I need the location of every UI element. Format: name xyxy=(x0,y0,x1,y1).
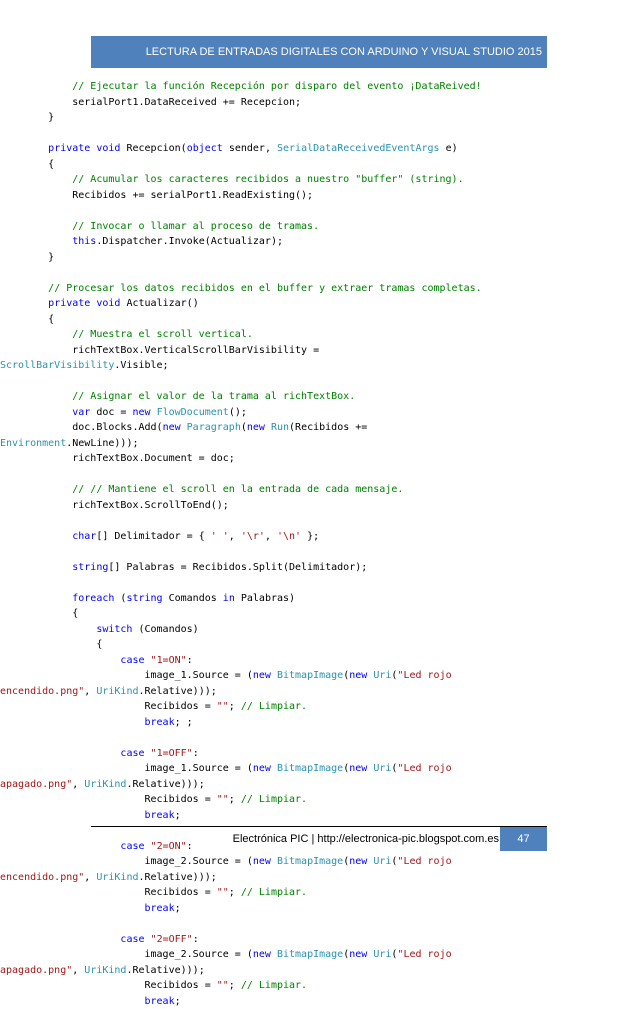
code-token: { xyxy=(0,314,54,325)
code-token: (); xyxy=(229,407,247,418)
code-line xyxy=(0,482,638,498)
code-line xyxy=(0,885,638,901)
code-line xyxy=(0,358,638,374)
code-token: Recibidos += serialPort1.ReadExisting(); xyxy=(0,190,313,201)
code-line xyxy=(0,854,638,870)
code-line xyxy=(0,870,638,886)
code-token: Recibidos = xyxy=(0,701,217,712)
code-line xyxy=(0,653,638,669)
code-token: // Limpiar. xyxy=(241,887,307,898)
code-token: "1=OFF" xyxy=(151,748,193,759)
code-token: ( xyxy=(343,763,349,774)
code-token: object xyxy=(187,143,223,154)
code-token: this xyxy=(72,236,96,247)
code-token: new xyxy=(349,670,367,681)
code-token: .NewLine))); xyxy=(66,438,138,449)
code-token xyxy=(0,655,120,666)
code-token: .Relative))); xyxy=(126,965,204,976)
code-token: ( xyxy=(391,856,397,867)
code-token xyxy=(0,717,145,728)
code-token: "1=ON" xyxy=(151,655,187,666)
code-token: ; xyxy=(229,887,241,898)
code-line xyxy=(0,730,638,746)
code-token: UriKind xyxy=(96,686,138,697)
header-title: LECTURA DE ENTRADAS DIGITALES CON ARDUINO Y VISUAL STUDIO 2015 xyxy=(91,36,542,68)
code-token: Recepcion( xyxy=(120,143,186,154)
code-token: new xyxy=(132,407,150,418)
code-line xyxy=(0,963,638,979)
code-line xyxy=(0,219,638,235)
code-token: e) xyxy=(440,143,458,154)
code-token: ; ; xyxy=(175,717,193,728)
code-token xyxy=(0,996,145,1007)
code-line xyxy=(0,792,638,808)
code-token: encendido.png" xyxy=(0,872,84,883)
code-line xyxy=(0,374,638,390)
code-token: { xyxy=(0,608,78,619)
code-token: ; xyxy=(229,701,241,712)
code-token: Uri xyxy=(373,949,391,960)
code-line xyxy=(0,529,638,545)
page-header-band xyxy=(91,36,547,68)
code-token: "Led rojo xyxy=(397,856,451,867)
code-token xyxy=(0,283,48,294)
code-token xyxy=(0,236,72,247)
code-token: image_1.Source = ( xyxy=(0,670,253,681)
code-token xyxy=(0,562,72,573)
code-token: ; xyxy=(175,903,181,914)
code-line xyxy=(0,405,638,421)
code-line xyxy=(0,622,638,638)
code-token: .Visible; xyxy=(114,360,168,371)
code-token: .Relative))); xyxy=(139,872,217,883)
code-token: (Comandos) xyxy=(132,624,198,635)
code-token xyxy=(0,174,72,185)
code-line xyxy=(0,513,638,529)
code-token: case xyxy=(120,748,144,759)
code-token: // Asignar el valor de la trama al richTextBox. xyxy=(72,391,355,402)
code-line xyxy=(0,172,638,188)
code-line xyxy=(0,110,638,126)
code-token: ( xyxy=(391,949,397,960)
code-token: FlowDocument xyxy=(157,407,229,418)
code-token xyxy=(0,298,48,309)
code-token: [] Palabras = Recibidos.Split(Delimitador); xyxy=(108,562,367,573)
code-token: break xyxy=(145,810,175,821)
code-token: break xyxy=(145,717,175,728)
code-token: // // Mantiene el scroll en la entrada de cada mensaje. xyxy=(72,484,403,495)
code-token xyxy=(0,593,72,604)
code-line xyxy=(0,684,638,700)
code-token: : xyxy=(193,748,199,759)
code-token: break xyxy=(145,903,175,914)
code-token: , xyxy=(265,531,277,542)
code-line xyxy=(0,498,638,514)
code-token: .Dispatcher.Invoke(Actualizar); xyxy=(96,236,283,247)
code-token xyxy=(0,531,72,542)
code-token: ' ' xyxy=(211,531,229,542)
code-token: { xyxy=(0,639,102,650)
code-token: new xyxy=(349,949,367,960)
code-token: image_2.Source = ( xyxy=(0,949,253,960)
code-token: doc = xyxy=(90,407,132,418)
code-line xyxy=(0,560,638,576)
code-token: } xyxy=(0,112,54,123)
code-token xyxy=(0,391,72,402)
code-token: "" xyxy=(217,887,229,898)
code-token: "Led rojo xyxy=(397,949,451,960)
code-token: "" xyxy=(217,794,229,805)
code-token: '\r' xyxy=(241,531,265,542)
code-token: image_2.Source = ( xyxy=(0,856,253,867)
code-token: image_1.Source = ( xyxy=(0,763,253,774)
code-token: Recibidos = xyxy=(0,794,217,805)
code-line xyxy=(0,699,638,715)
code-line xyxy=(0,296,638,312)
code-token: SerialDataReceivedEventArgs xyxy=(277,143,440,154)
code-token: case xyxy=(120,934,144,945)
code-token: } xyxy=(0,252,54,263)
code-token xyxy=(0,624,96,635)
code-line xyxy=(0,575,638,591)
code-token: Palabras) xyxy=(235,593,295,604)
code-token: , xyxy=(84,686,96,697)
code-line xyxy=(0,916,638,932)
code-token: Uri xyxy=(373,856,391,867)
code-token: ( xyxy=(343,670,349,681)
code-token: Recibidos = xyxy=(0,980,217,991)
code-token xyxy=(0,407,72,418)
code-token: new xyxy=(349,763,367,774)
code-token: doc.Blocks.Add( xyxy=(0,422,163,433)
code-token: apagado.png" xyxy=(0,965,72,976)
code-line xyxy=(0,95,638,111)
code-token: // Ejecutar la función Recepción por disparo del evento ¡DataReived! xyxy=(72,81,481,92)
code-token: sender, xyxy=(223,143,277,154)
code-line xyxy=(0,343,638,359)
code-token: BitmapImage xyxy=(277,670,343,681)
code-line xyxy=(0,312,638,328)
code-token: break xyxy=(145,996,175,1007)
code-line xyxy=(0,451,638,467)
code-token: { xyxy=(0,159,54,170)
code-token: }; xyxy=(301,531,319,542)
code-token: , xyxy=(72,965,84,976)
code-token: serialPort1.DataReceived += Recepcion; xyxy=(0,97,301,108)
code-line xyxy=(0,327,638,343)
code-line xyxy=(0,808,638,824)
code-line xyxy=(0,265,638,281)
code-token: Comandos xyxy=(163,593,223,604)
code-token: Environment xyxy=(0,438,66,449)
code-token: apagado.png" xyxy=(0,779,72,790)
code-line xyxy=(0,591,638,607)
code-token: void xyxy=(96,298,120,309)
code-token: foreach xyxy=(72,593,114,604)
code-token: var xyxy=(72,407,90,418)
code-line xyxy=(0,932,638,948)
code-token: ( xyxy=(343,856,349,867)
code-token: richTextBox.VerticalScrollBarVisibility = xyxy=(0,345,319,356)
code-token: : xyxy=(193,934,199,945)
code-line xyxy=(0,901,638,917)
code-token: char xyxy=(72,531,96,542)
code-token: ; xyxy=(175,996,181,1007)
code-token: new xyxy=(247,422,265,433)
code-line xyxy=(0,947,638,963)
code-token: richTextBox.ScrollToEnd(); xyxy=(0,500,229,511)
code-token: string xyxy=(72,562,108,573)
code-token: ( xyxy=(343,949,349,960)
code-line xyxy=(0,994,638,1009)
code-token: private xyxy=(48,143,90,154)
code-line xyxy=(0,637,638,653)
code-token: ScrollBarVisibility xyxy=(0,360,114,371)
code-line xyxy=(0,544,638,560)
code-token: , xyxy=(229,531,241,542)
code-token xyxy=(0,903,145,914)
code-token: // Limpiar. xyxy=(241,794,307,805)
code-line xyxy=(0,79,638,95)
code-token: ( xyxy=(241,422,247,433)
code-token: : xyxy=(187,841,193,852)
code-token: .Relative))); xyxy=(126,779,204,790)
code-token xyxy=(0,748,120,759)
code-token: '\n' xyxy=(277,531,301,542)
code-token: Actualizar() xyxy=(120,298,198,309)
code-token: // Acumular los caracteres recibidos a nuestro "buffer" (string). xyxy=(72,174,463,185)
code-line xyxy=(0,777,638,793)
code-token xyxy=(0,221,72,232)
code-token xyxy=(0,810,145,821)
code-token: case xyxy=(120,841,144,852)
code-token: ( xyxy=(391,670,397,681)
code-line xyxy=(0,606,638,622)
code-token xyxy=(0,484,72,495)
code-line xyxy=(0,761,638,777)
code-token: // Limpiar. xyxy=(241,980,307,991)
code-token: BitmapImage xyxy=(277,763,343,774)
code-token: switch xyxy=(96,624,132,635)
code-line xyxy=(0,250,638,266)
code-token: in xyxy=(223,593,235,604)
code-token: [] Delimitador = { xyxy=(96,531,210,542)
code-token: : xyxy=(187,655,193,666)
code-token: "" xyxy=(217,980,229,991)
code-line xyxy=(0,234,638,250)
code-token: ; xyxy=(175,810,181,821)
code-token: "" xyxy=(217,701,229,712)
code-token: richTextBox.Document = doc; xyxy=(0,453,235,464)
code-token: (Recibidos += xyxy=(289,422,367,433)
code-token: case xyxy=(120,655,144,666)
code-line xyxy=(0,420,638,436)
code-token: new xyxy=(253,949,271,960)
code-token: "2=OFF" xyxy=(151,934,193,945)
code-token: , xyxy=(84,872,96,883)
code-token: // Invocar o llamar al proceso de tramas. xyxy=(72,221,319,232)
code-token: "Led rojo xyxy=(397,763,451,774)
code-token: private xyxy=(48,298,90,309)
code-token: // Limpiar. xyxy=(241,701,307,712)
code-line xyxy=(0,467,638,483)
code-token: .Relative))); xyxy=(139,686,217,697)
footer-text: Electrónica PIC | http://electronica-pic.blogspot.com.es xyxy=(91,827,499,851)
code-listing xyxy=(0,79,638,1009)
code-line xyxy=(0,141,638,157)
code-token: new xyxy=(253,856,271,867)
code-token: ( xyxy=(391,763,397,774)
code-token: string xyxy=(126,593,162,604)
code-token: ( xyxy=(114,593,126,604)
code-token xyxy=(0,143,48,154)
code-line xyxy=(0,126,638,142)
code-token: "Led rojo xyxy=(397,670,451,681)
code-line xyxy=(0,668,638,684)
code-line xyxy=(0,203,638,219)
code-token: new xyxy=(163,422,181,433)
code-line xyxy=(0,157,638,173)
code-token: UriKind xyxy=(84,779,126,790)
code-token: ; xyxy=(229,794,241,805)
code-token: ; xyxy=(229,980,241,991)
code-token: Uri xyxy=(373,670,391,681)
code-token xyxy=(0,934,120,945)
code-token xyxy=(0,81,72,92)
code-token: , xyxy=(72,779,84,790)
code-token: new xyxy=(253,670,271,681)
code-token: Recibidos = xyxy=(0,887,217,898)
code-token: "2=ON" xyxy=(151,841,187,852)
code-line xyxy=(0,389,638,405)
code-token: Uri xyxy=(373,763,391,774)
code-token: BitmapImage xyxy=(277,949,343,960)
code-token xyxy=(0,329,72,340)
code-token: new xyxy=(349,856,367,867)
code-token: void xyxy=(96,143,120,154)
code-token: Paragraph xyxy=(187,422,241,433)
code-token: encendido.png" xyxy=(0,686,84,697)
code-token: UriKind xyxy=(84,965,126,976)
code-token: // Muestra el scroll vertical. xyxy=(72,329,253,340)
code-line xyxy=(0,436,638,452)
code-line xyxy=(0,188,638,204)
page-number-box xyxy=(500,827,547,851)
code-token: // Procesar los datos recibidos en el buffer y extraer tramas completas. xyxy=(48,283,481,294)
code-token: new xyxy=(253,763,271,774)
code-line xyxy=(0,746,638,762)
code-token: Run xyxy=(271,422,289,433)
code-line xyxy=(0,715,638,731)
code-token: BitmapImage xyxy=(277,856,343,867)
code-token: UriKind xyxy=(96,872,138,883)
code-line xyxy=(0,281,638,297)
page-number: 47 xyxy=(500,827,547,851)
code-line xyxy=(0,978,638,994)
